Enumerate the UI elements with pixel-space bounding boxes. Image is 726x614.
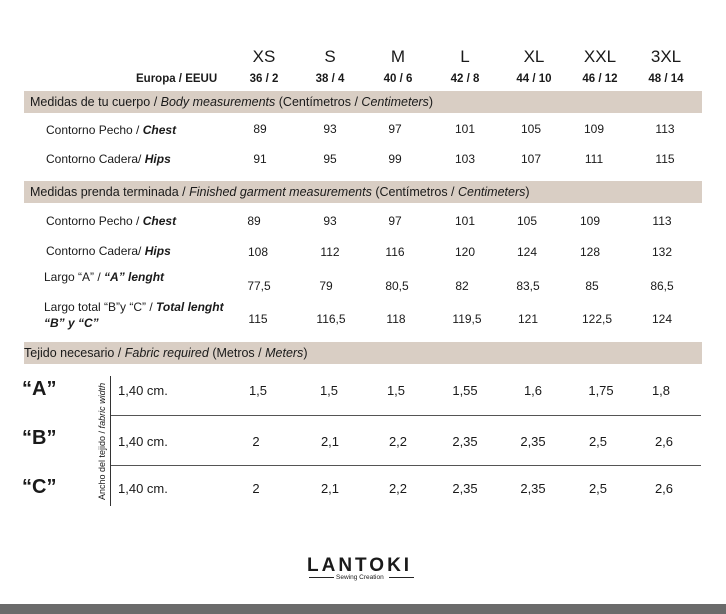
europa-xxl: 46 / 12 xyxy=(582,73,618,85)
fabric-width-side-label: Ancho del tejido / fabric width xyxy=(97,382,107,500)
europa-3xl: 48 / 14 xyxy=(648,73,684,85)
europa-l: 42 / 8 xyxy=(450,73,480,85)
europa-s: 38 / 4 xyxy=(315,73,345,85)
logo-rule-left xyxy=(309,577,334,578)
size-m: M xyxy=(390,47,406,66)
bottom-bar xyxy=(0,604,726,614)
europa-xl: 44 / 10 xyxy=(516,73,552,85)
size-s: S xyxy=(324,47,336,66)
size-xl: XL xyxy=(523,47,545,66)
fabric-label-b: “B” xyxy=(22,427,57,449)
europa-xs: 36 / 2 xyxy=(249,73,279,85)
fabric-label-a: “A” xyxy=(22,378,57,400)
europa-label: Europa / EEUU xyxy=(136,73,218,85)
fabric-label-c: “C” xyxy=(22,476,57,498)
fabric-vertical-divider xyxy=(110,376,111,506)
size-xs: XS xyxy=(252,47,276,66)
logo-rule-right xyxy=(389,577,414,578)
brand-logo: LANTOKI xyxy=(307,555,413,576)
fabric-divider-1 xyxy=(111,415,701,416)
size-l: L xyxy=(460,47,470,66)
size-xxl: XXL xyxy=(583,47,617,66)
size-3xl: 3XL xyxy=(650,47,682,66)
brand-tagline: Sewing Creation xyxy=(336,574,384,581)
garment-measurements-title: Medidas prenda terminada / Finished garment measurements (Centímetros / Centimeters) xyxy=(30,185,530,199)
body-measurements-title: Medidas de tu cuerpo / Body measurements (Centímetros / Centimeters) xyxy=(30,95,433,109)
fabric-divider-2 xyxy=(111,465,701,466)
fabric-required-title: Tejido necesario / Fabric required (Metros / Meters) xyxy=(24,346,308,360)
europa-m: 40 / 6 xyxy=(383,73,413,85)
